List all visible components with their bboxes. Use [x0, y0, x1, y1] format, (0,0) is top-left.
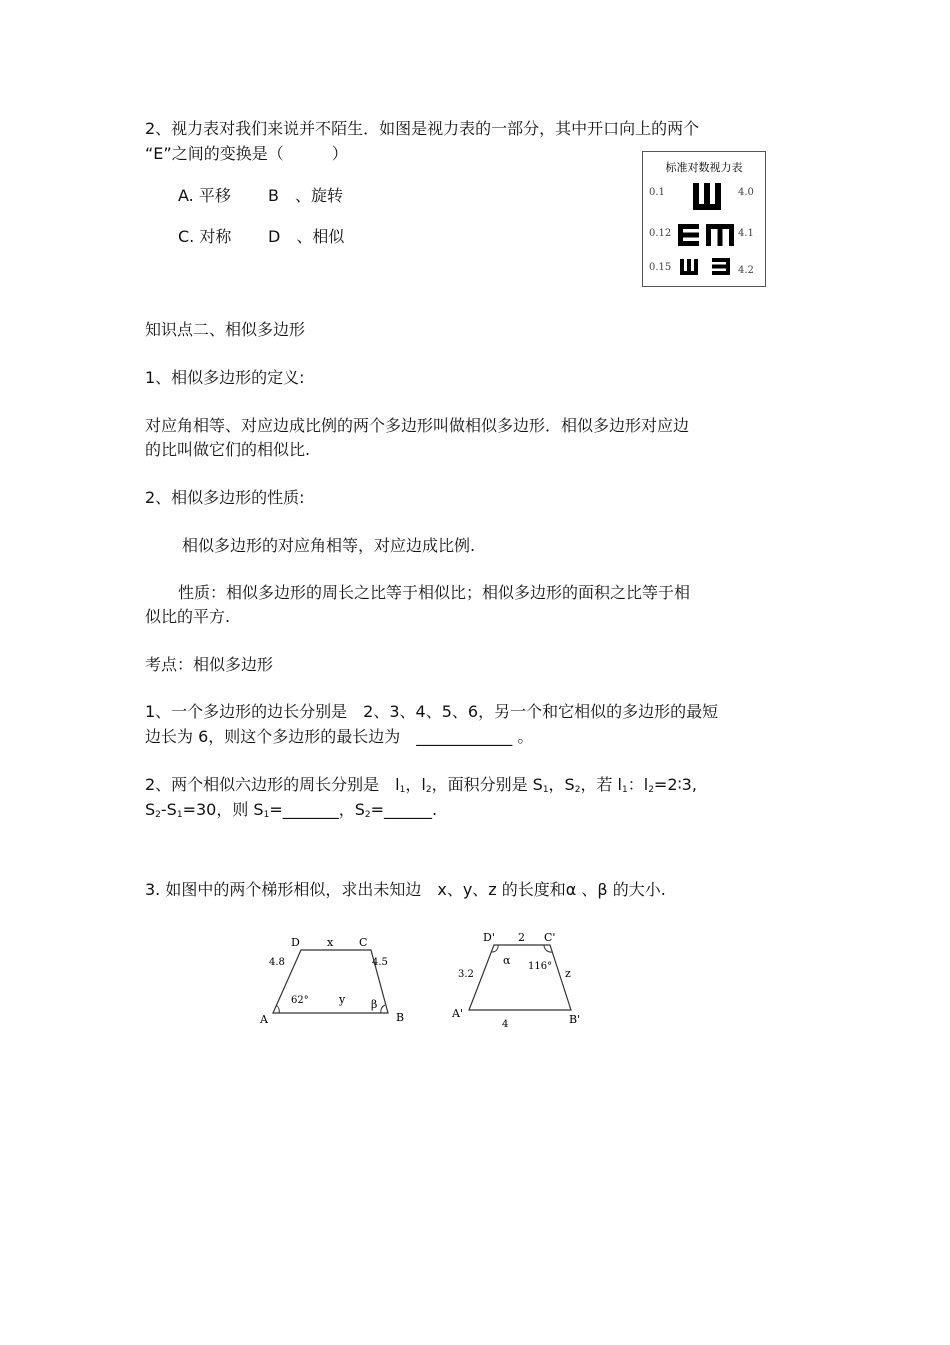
eye-value-right: 4.0	[738, 187, 754, 198]
definition-title: 1、相似多边形的定义:	[145, 368, 305, 387]
property2-line1: 性质：相似多边形的周长之比等于相似比；相似多边形的面积之比等于相	[178, 583, 691, 602]
q2-line2: $S_2-S_1=30$，则 $S_1=\_\_\_\_\_\_\_$，$S_2=\_\_\_\_\_\_$.	[145, 800, 438, 820]
vertex-a-prime: A'	[452, 1007, 463, 1020]
e-optotype-left	[712, 258, 730, 275]
trapezoid-abcd	[255, 930, 415, 1030]
side-top-label: x	[327, 936, 334, 949]
e-optotype-down	[706, 224, 734, 246]
section-heading: 知识点二、相似多边形	[145, 320, 306, 339]
vertex-b-prime: B'	[569, 1013, 581, 1026]
alpha-label: α	[503, 954, 511, 967]
angle-a-label: 62°	[291, 995, 309, 1006]
definition-line1: 对应角相等、对应边成比例的两个多边形叫做相似多边形．相似多边形对应边	[145, 416, 690, 435]
vertex-a: A	[260, 1013, 268, 1026]
vertex-c: C	[359, 936, 368, 949]
side-top-label: 2	[518, 931, 525, 944]
eye-chart-svg	[643, 152, 765, 286]
trapezoid-prime-shape	[469, 945, 571, 1010]
side-right-label: z	[565, 967, 571, 980]
property2-line2: 似比的平方.	[145, 607, 231, 626]
definition-line2: 的比叫做它们的相似比.	[145, 440, 311, 459]
q2-line1: 2、两个相似六边形的周长分别是 $l_1$，$l_2$，面积分别是 $S_1$，$S_2$，若 $l_1$：$l_2=2∶3$,	[145, 775, 697, 795]
option-c: C. 对称	[178, 227, 232, 246]
property-line: 相似多边形的对应角相等，对应边成比例.	[182, 536, 476, 555]
exam-title: 考点：相似多边形	[145, 655, 274, 674]
side-bottom-label: y	[339, 993, 346, 1006]
vertex-b: B	[396, 1011, 405, 1024]
e-optotype-right	[678, 224, 699, 246]
eye-value-left: 0.1	[649, 187, 665, 198]
trapezoid-abcd-prime	[448, 926, 593, 1034]
side-left-label: 4.8	[269, 957, 285, 968]
option-b: B 、旋转	[268, 186, 343, 205]
angle-b-arc	[381, 1005, 385, 1013]
option-d: D 、相似	[268, 227, 345, 246]
eye-chart-figure	[642, 151, 766, 287]
beta-label: β	[371, 998, 378, 1011]
vertex-d-prime: D'	[483, 931, 495, 944]
side-left-label: 3.2	[458, 969, 474, 980]
q-eye-line2: “E”之间的变换是（ ）	[145, 144, 348, 163]
eye-value-right: 4.1	[738, 228, 754, 239]
property-title: 2、相似多边形的性质:	[145, 488, 305, 507]
eye-value-right: 4.2	[738, 265, 754, 276]
side-bottom-label: 4	[502, 1019, 509, 1030]
vertex-d: D	[291, 936, 300, 949]
eye-value-left: 0.15	[649, 262, 672, 273]
q3-text: 3. 如图中的两个梯形相似，求出未知边 x、y、z 的长度和α 、β 的大小.	[145, 880, 666, 899]
angle-c-label: 116°	[528, 961, 553, 972]
side-right-label: 4.5	[372, 957, 388, 968]
option-a: A. 平移	[178, 186, 231, 205]
q-eye-line1: 2、视力表对我们来说并不陌生．如图是视力表的一部分，其中开口向上的两个	[145, 119, 700, 138]
q1-line2: 边长为 6，则这个多边形的最长边为 ____________ 。	[145, 727, 534, 746]
e-optotype-up-large	[693, 183, 721, 210]
eye-value-left: 0.12	[649, 228, 672, 239]
vertex-c-prime: C'	[544, 931, 556, 944]
q1-line1: 1、一个多边形的边长分别是 2、3、4、5、6，另一个和它相似的多边形的最短	[145, 702, 719, 721]
e-optotype-up-small	[680, 259, 698, 275]
eye-chart-title: 标准对数视力表	[665, 161, 743, 174]
